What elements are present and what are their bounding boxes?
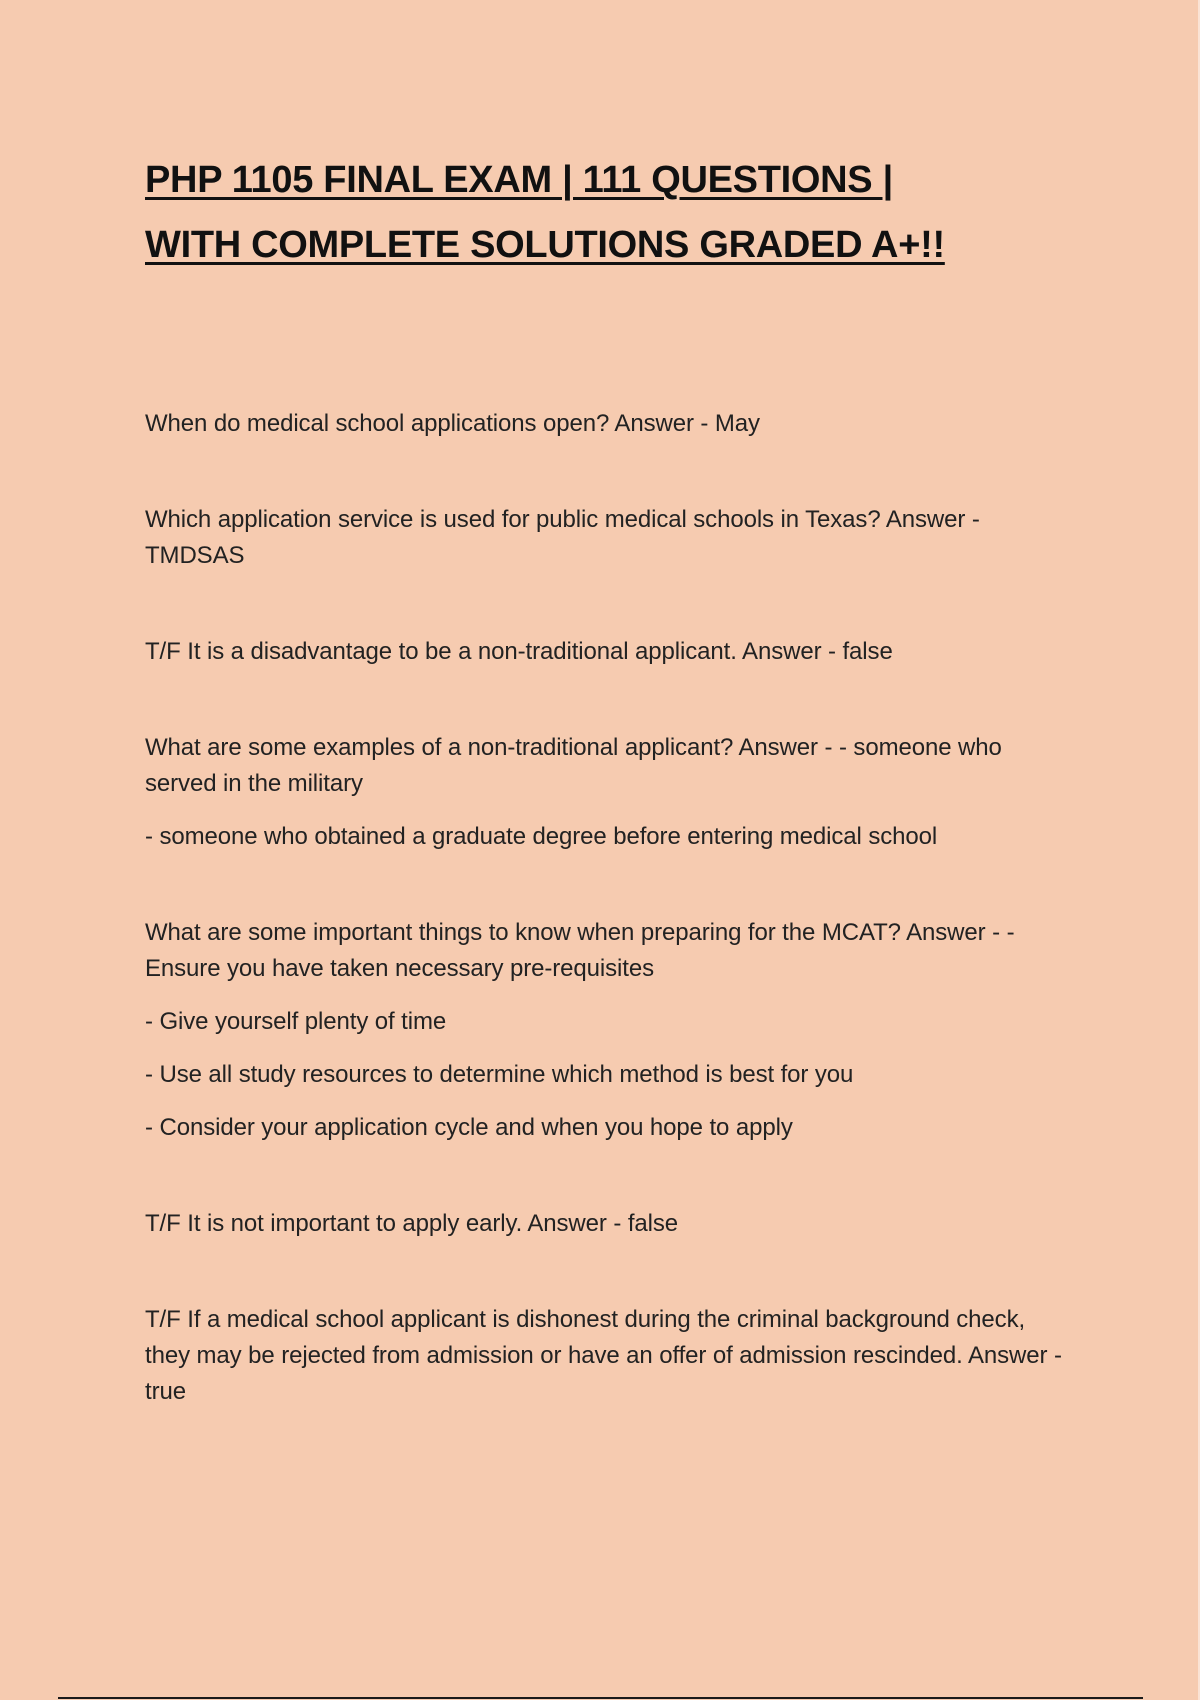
- question-item-5: [145, 915, 1065, 1146]
- title-line-2: WITH COMPLETE SOLUTIONS GRADED A+!!: [145, 224, 945, 266]
- document-content: [145, 148, 1065, 1470]
- question-item-3: [145, 634, 1065, 670]
- question-text: T/F It is not important to apply early. Answer - false: [145, 1210, 679, 1237]
- question-item-4: [145, 730, 1065, 855]
- question-text: What are some important things to know when preparing for the MCAT? Answer - - Ensure you have taken necessary pre-requisites: [145, 919, 1015, 982]
- question-text: T/F If a medical school applicant is dishonest during the criminal background check, they may be rejected from admission or have an offer of admission rescinded. Answer - true: [145, 1306, 1062, 1405]
- question-text: Which application service is used for public medical schools in Texas? Answer - TMDSAS: [145, 506, 980, 569]
- title-line-1: PHP 1105 FINAL EXAM | 111 QUESTIONS |: [145, 159, 893, 201]
- question-text: When do medical school applications open? Answer - May: [145, 410, 760, 437]
- question-text: T/F It is a disadvantage to be a non-traditional applicant. Answer - false: [145, 638, 893, 665]
- answer-bullet: - Use all study resources to determine which method is best for you: [145, 1061, 854, 1088]
- question-list: [145, 406, 1065, 1410]
- footer-rule: [58, 1697, 1143, 1699]
- document-title: [145, 148, 1065, 278]
- question-item-2: [145, 502, 1065, 574]
- question-item-7: [145, 1302, 1065, 1410]
- question-text: What are some examples of a non-traditional applicant? Answer - - someone who served in the military: [145, 734, 1002, 797]
- answer-bullet: - Consider your application cycle and when you hope to apply: [145, 1114, 793, 1141]
- answer-bullet: - Give yourself plenty of time: [145, 1008, 447, 1035]
- question-item-6: [145, 1206, 1065, 1242]
- question-item-1: [145, 406, 1065, 442]
- answer-bullet: - someone who obtained a graduate degree before entering medical school: [145, 823, 938, 850]
